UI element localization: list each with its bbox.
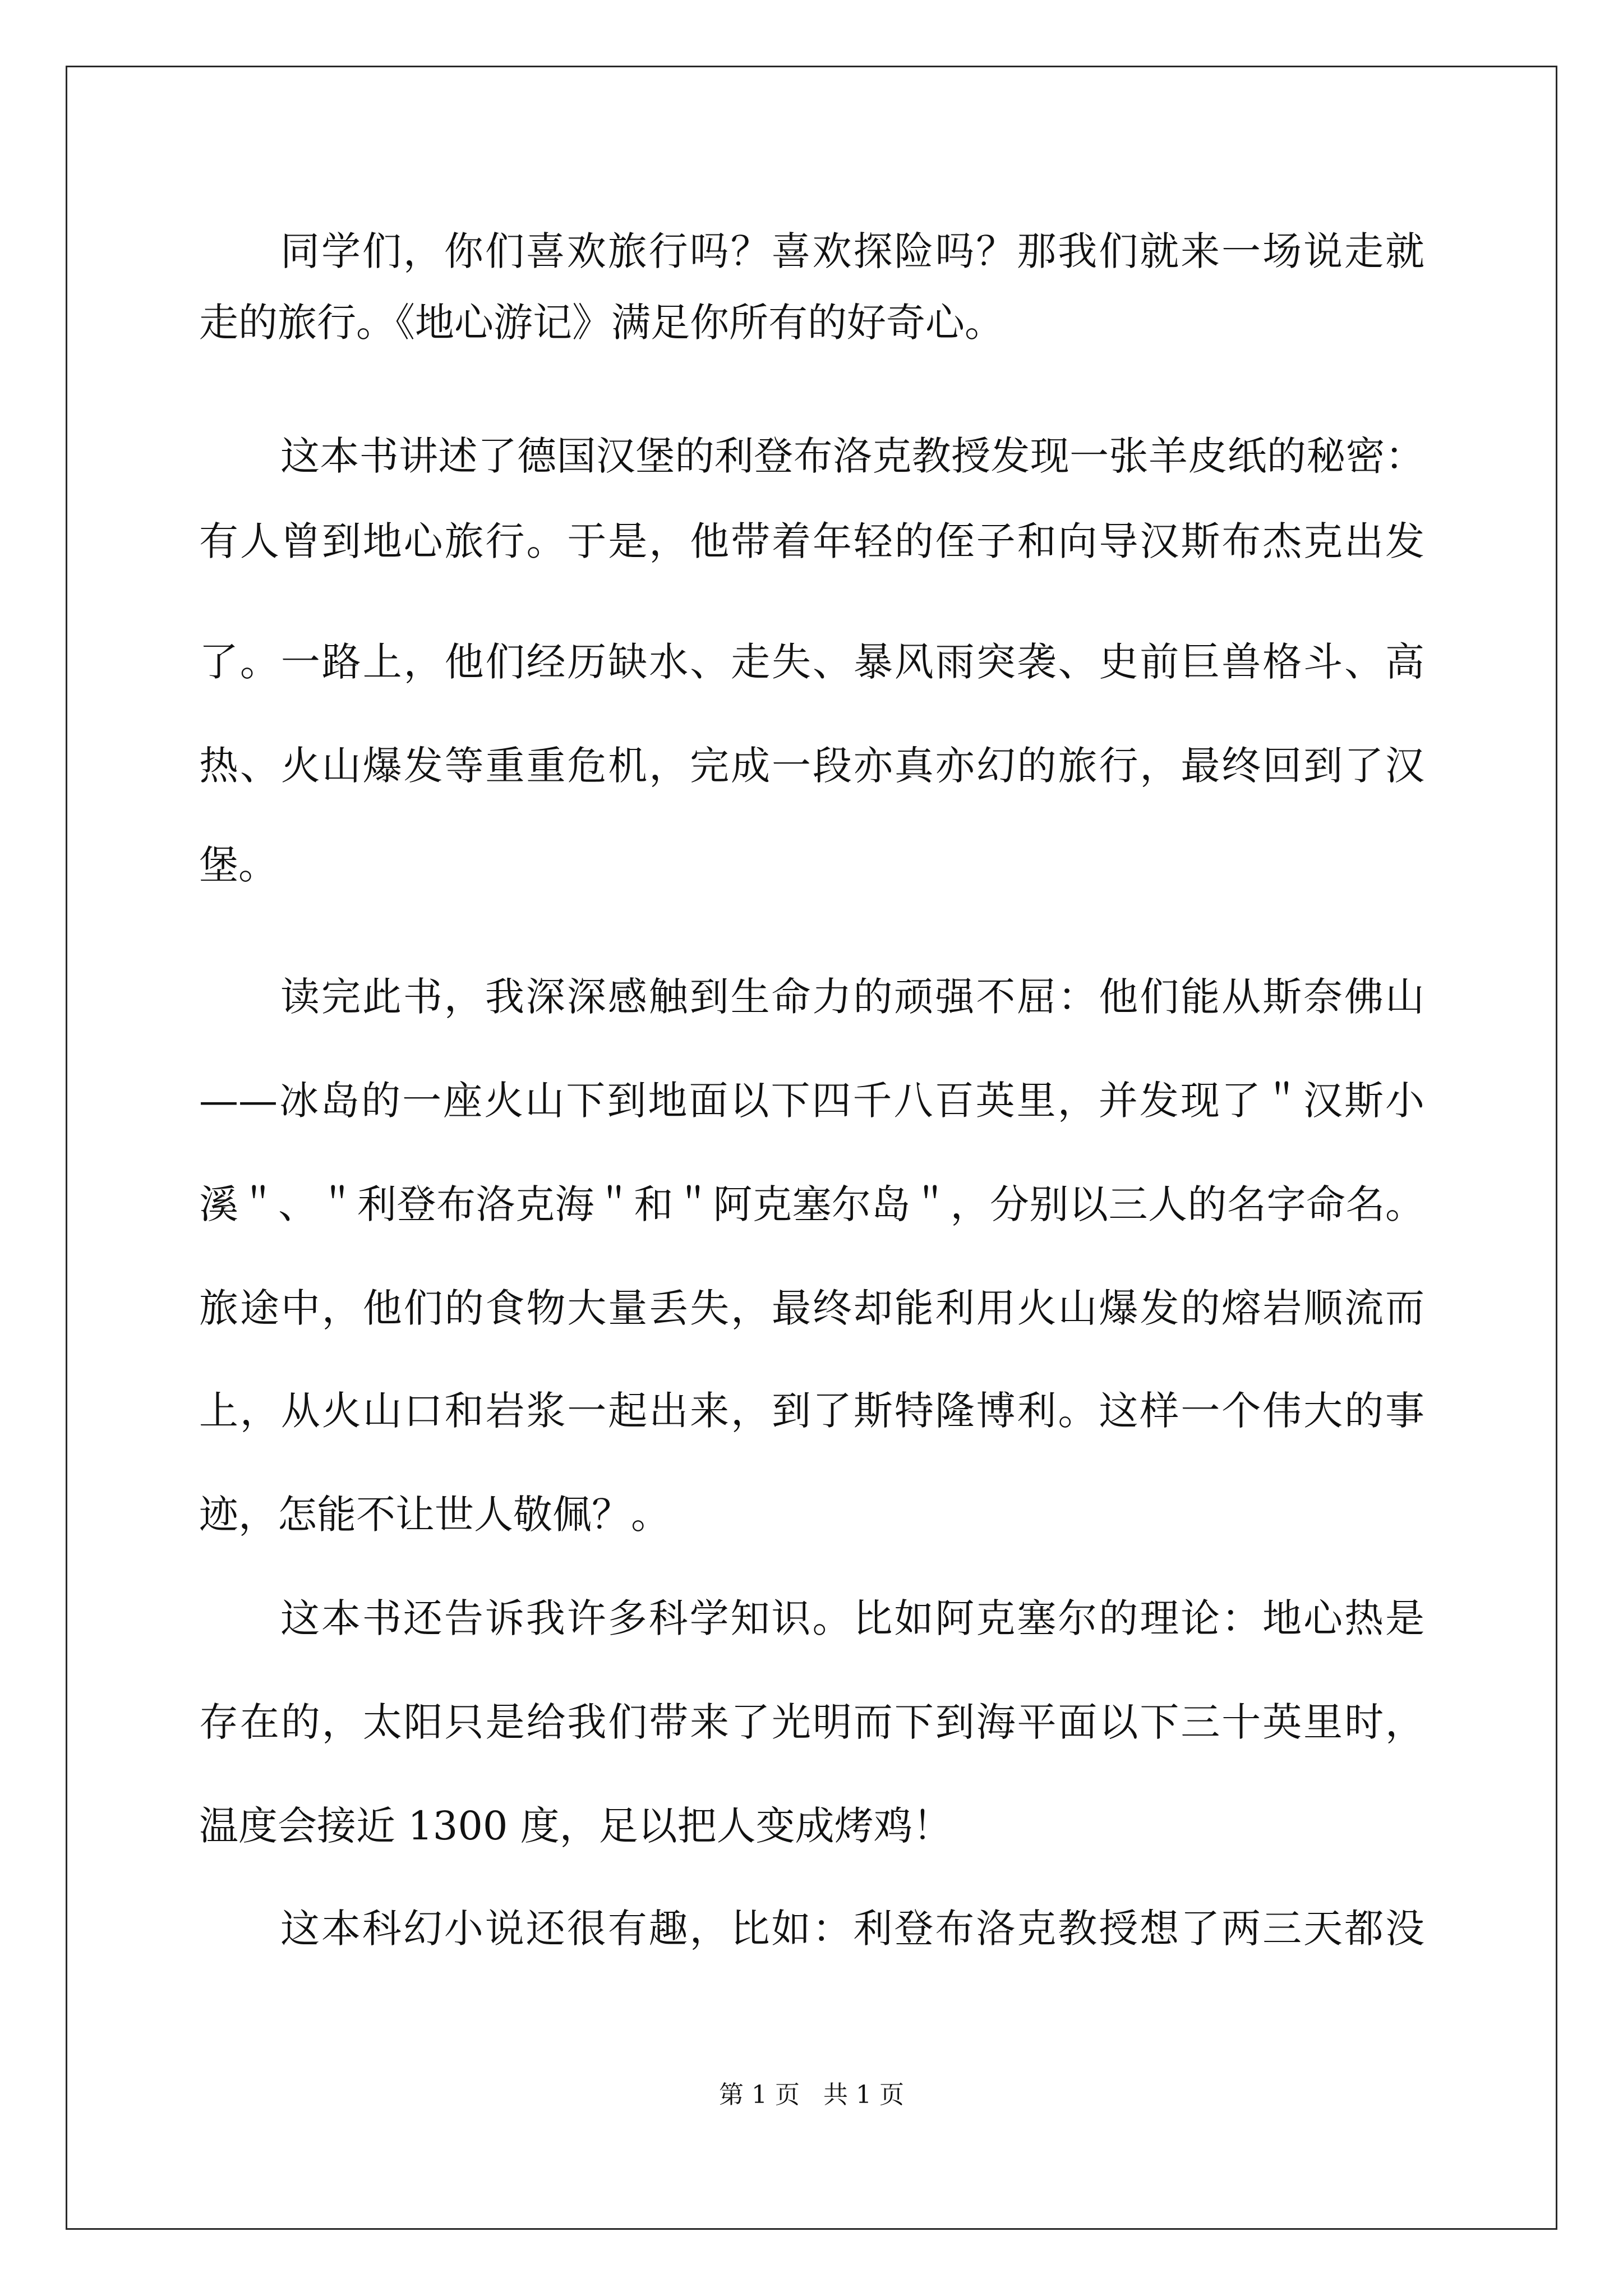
paragraph-3-line-5: 上，从火山口和岩浆一起出来，到了斯特隆博利。这样一个伟大的事 [199,1388,1424,1434]
paragraph-2-line-3: 了。一路上，他们经历缺水、走失、暴风雨突袭、史前巨兽格斗、高 [199,639,1424,685]
paragraph-2-line-2: 有人曾到地心旅行。于是，他带着年轻的侄子和向导汉斯布杰克出发 [199,518,1424,564]
paragraph-3-line-4: 旅途中，他们的食物大量丢失，最终却能利用火山爆发的熔岩顺流而 [199,1285,1424,1331]
paragraph-4-line-1: 这本书还告诉我许多科学知识。比如阿克塞尔的理论：地心热是 [280,1595,1424,1641]
paragraph-4-line-2: 存在的，太阳只是给我们带来了光明而下到海平面以下三十英里时， [199,1699,1424,1745]
paragraph-2-line-5: 堡。 [199,842,278,888]
paragraph-2-line-1: 这本书讲述了德国汉堡的利登布洛克教授发现一张羊皮纸的秘密： [280,433,1424,479]
paragraph-2-line-4: 热、火山爆发等重重危机，完成一段亦真亦幻的旅行，最终回到了汉 [199,743,1424,789]
paragraph-3-line-2: ——冰岛的一座火山下到地面以下四千八百英里，并发现了＂汉斯小 [199,1078,1424,1124]
paragraph-5-line-1: 这本科幻小说还很有趣，比如：利登布洛克教授想了两三天都没 [280,1906,1424,1952]
paragraph-1-line-1: 同学们，你们喜欢旅行吗？喜欢探险吗？那我们就来一场说走就 [280,228,1424,274]
page-number-footer: 第 1 页 共 1 页 [719,2081,904,2109]
paragraph-3-line-1: 读完此书，我深深感触到生命力的顽强不屈：他们能从斯奈佛山 [280,974,1424,1020]
paragraph-4-line-3: 温度会接近 1300 度，足以把人变成烤鸡！ [199,1803,952,1849]
paragraph-3-line-3: 溪＂、＂利登布洛克海＂和＂阿克塞尔岛＂，分别以三人的名字命名。 [199,1181,1424,1227]
paragraph-3-line-6: 迹，怎能不让世人敬佩？。 [199,1492,670,1538]
paragraph-1-line-2: 走的旅行。《地心游记》满足你所有的好奇心。 [199,300,1004,346]
